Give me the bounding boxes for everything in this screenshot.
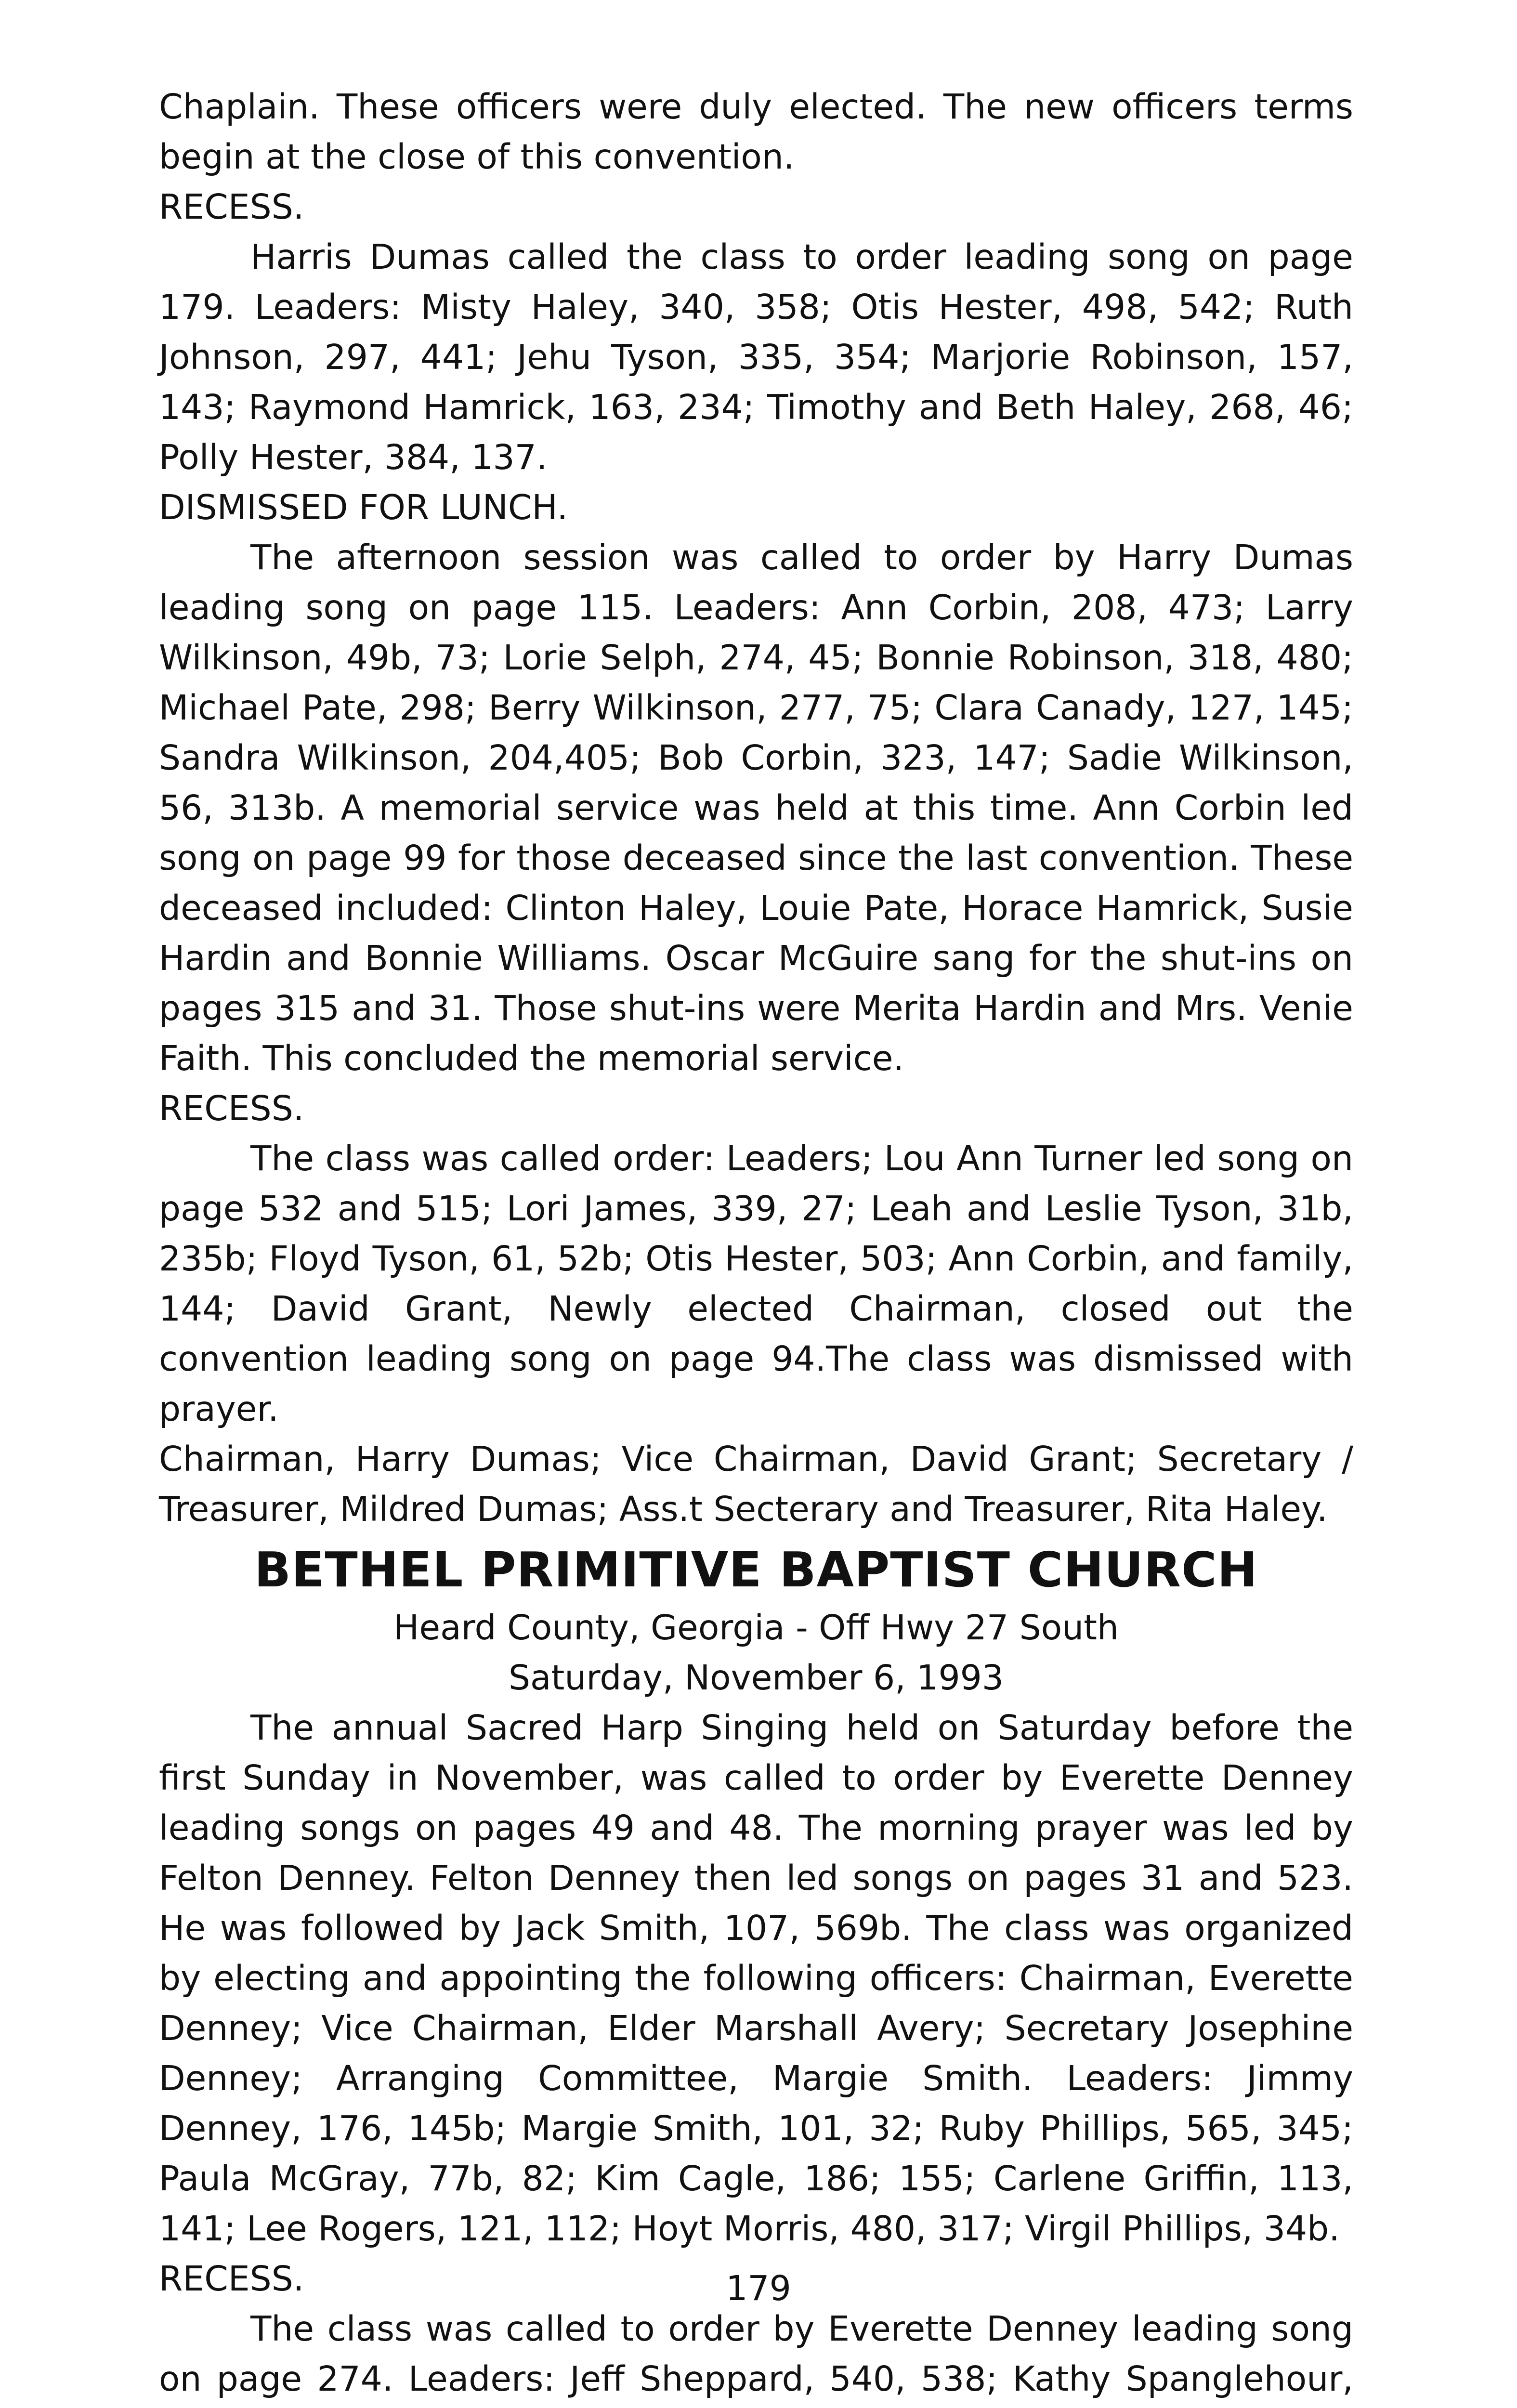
church-title: BETHEL PRIMITIVE BAPTIST CHURCH <box>254 1542 1258 1598</box>
paragraph-officers-elected: Chaplain. These officers were duly elected. The new officers terms begin at the close of this convention. <box>159 87 1353 177</box>
paragraph-afternoon-session: The afternoon session was called to order by Harry Dumas leading song on page 115. Leaders: Ann Corbin, 208, 473; Larry Wilkinson, 49b, 73; Lorie Selph, 274, 45; Bonnie Robinson, 318, 480; Michael Pate, 298; Berry Wilkinson, 277, 75; Clara Canady, 127, 145; Sandra Wilkinson, 204,405; Bob Corbin, 323, 147; Sadie Wilkinson, 56, 313b. A memorial service was held at this time. Ann Corbin led song on page 99 for those deceased since the last convention. These deceased included: Clinton Haley, Louie Pate, Horace Hamrick, Susie Hardin and Bonnie Williams. Oscar McGuire sang for the shut-ins on pages 315 and 31. Those shut-ins were Merita Hardin and Mrs. Venie Faith. This concluded the memorial service. <box>159 537 1353 1078</box>
page-number: 179 <box>726 2268 791 2308</box>
church-location: Heard County, Georgia - Off Hwy 27 South <box>393 1608 1119 1648</box>
recess-label: RECESS. <box>159 1088 304 1128</box>
paragraph-bethel-second-session: The class was called to order by Everette Denney leading song on page 274. Leaders: Jeff Sheppard, 540, 538; Kathy Spanglehour, <box>159 2309 1353 2399</box>
page-body <box>159 82 1353 2408</box>
recess-label: RECESS. <box>159 2259 304 2299</box>
paragraph-morning-session: Harris Dumas called the class to order leading song on page 179. Leaders: Misty Haley, 340, 358; Otis Hester, 498, 542; Ruth Johnson, 297, 441; Jehu Tyson, 335, 354; Marjorie Robinson, 157, 143; Raymond Hamrick, 163, 234; Timothy and Beth Haley, 268, 46; Polly Hester, 384, 137. <box>159 237 1353 477</box>
paragraph-closing-session: The class was called order: Leaders; Lou Ann Turner led song on page 532 and 515; Lori James, 339, 27; Leah and Leslie Tyson, 31b, 235b; Floyd Tyson, 61, 52b; Otis Hester, 503; Ann Corbin, and family, 144; David Grant, Newly elected Chairman, closed out the convention leading song on page 94.The class was dismissed with prayer. <box>159 1139 1353 1429</box>
paragraph-bethel-opening: The annual Sacred Harp Singing held on Saturday before the first Sunday in November, was called to order by Everette Denney leading songs on pages 49 and 48. The morning prayer was led by Felton Denney. Felton Denney then led songs on pages 31 and 523. He was followed by Jack Smith, 107, 569b. The class was organized by electing and appointing the following officers: Chairman, Everette Denney; Vice Chairman, Elder Marshall Avery; Secretary Josephine Denney; Arranging Committee, Margie Smith. Leaders: Jimmy Denney, 176, 145b; Margie Smith, 101, 32; Ruby Phillips, 565, 345; Paula McGray, 77b, 82; Kim Cagle, 186; 155; Carlene Griffin, 113, 141; Lee Rogers, 121, 112; Hoyt Morris, 480, 317; Virgil Phillips, 34b. <box>159 1708 1353 2249</box>
paragraph-officers-list: Chairman, Harry Dumas; Vice Chairman, David Grant; Secretary / Treasurer, Mildred Dumas; Ass.t Secterary and Treasurer, Rita Haley. <box>159 1439 1353 1529</box>
dismissed-for-lunch-label: DISMISSED FOR LUNCH. <box>159 487 568 527</box>
singing-date: Saturday, November 6, 1993 <box>508 1658 1004 1698</box>
recess-label: RECESS. <box>159 187 304 227</box>
